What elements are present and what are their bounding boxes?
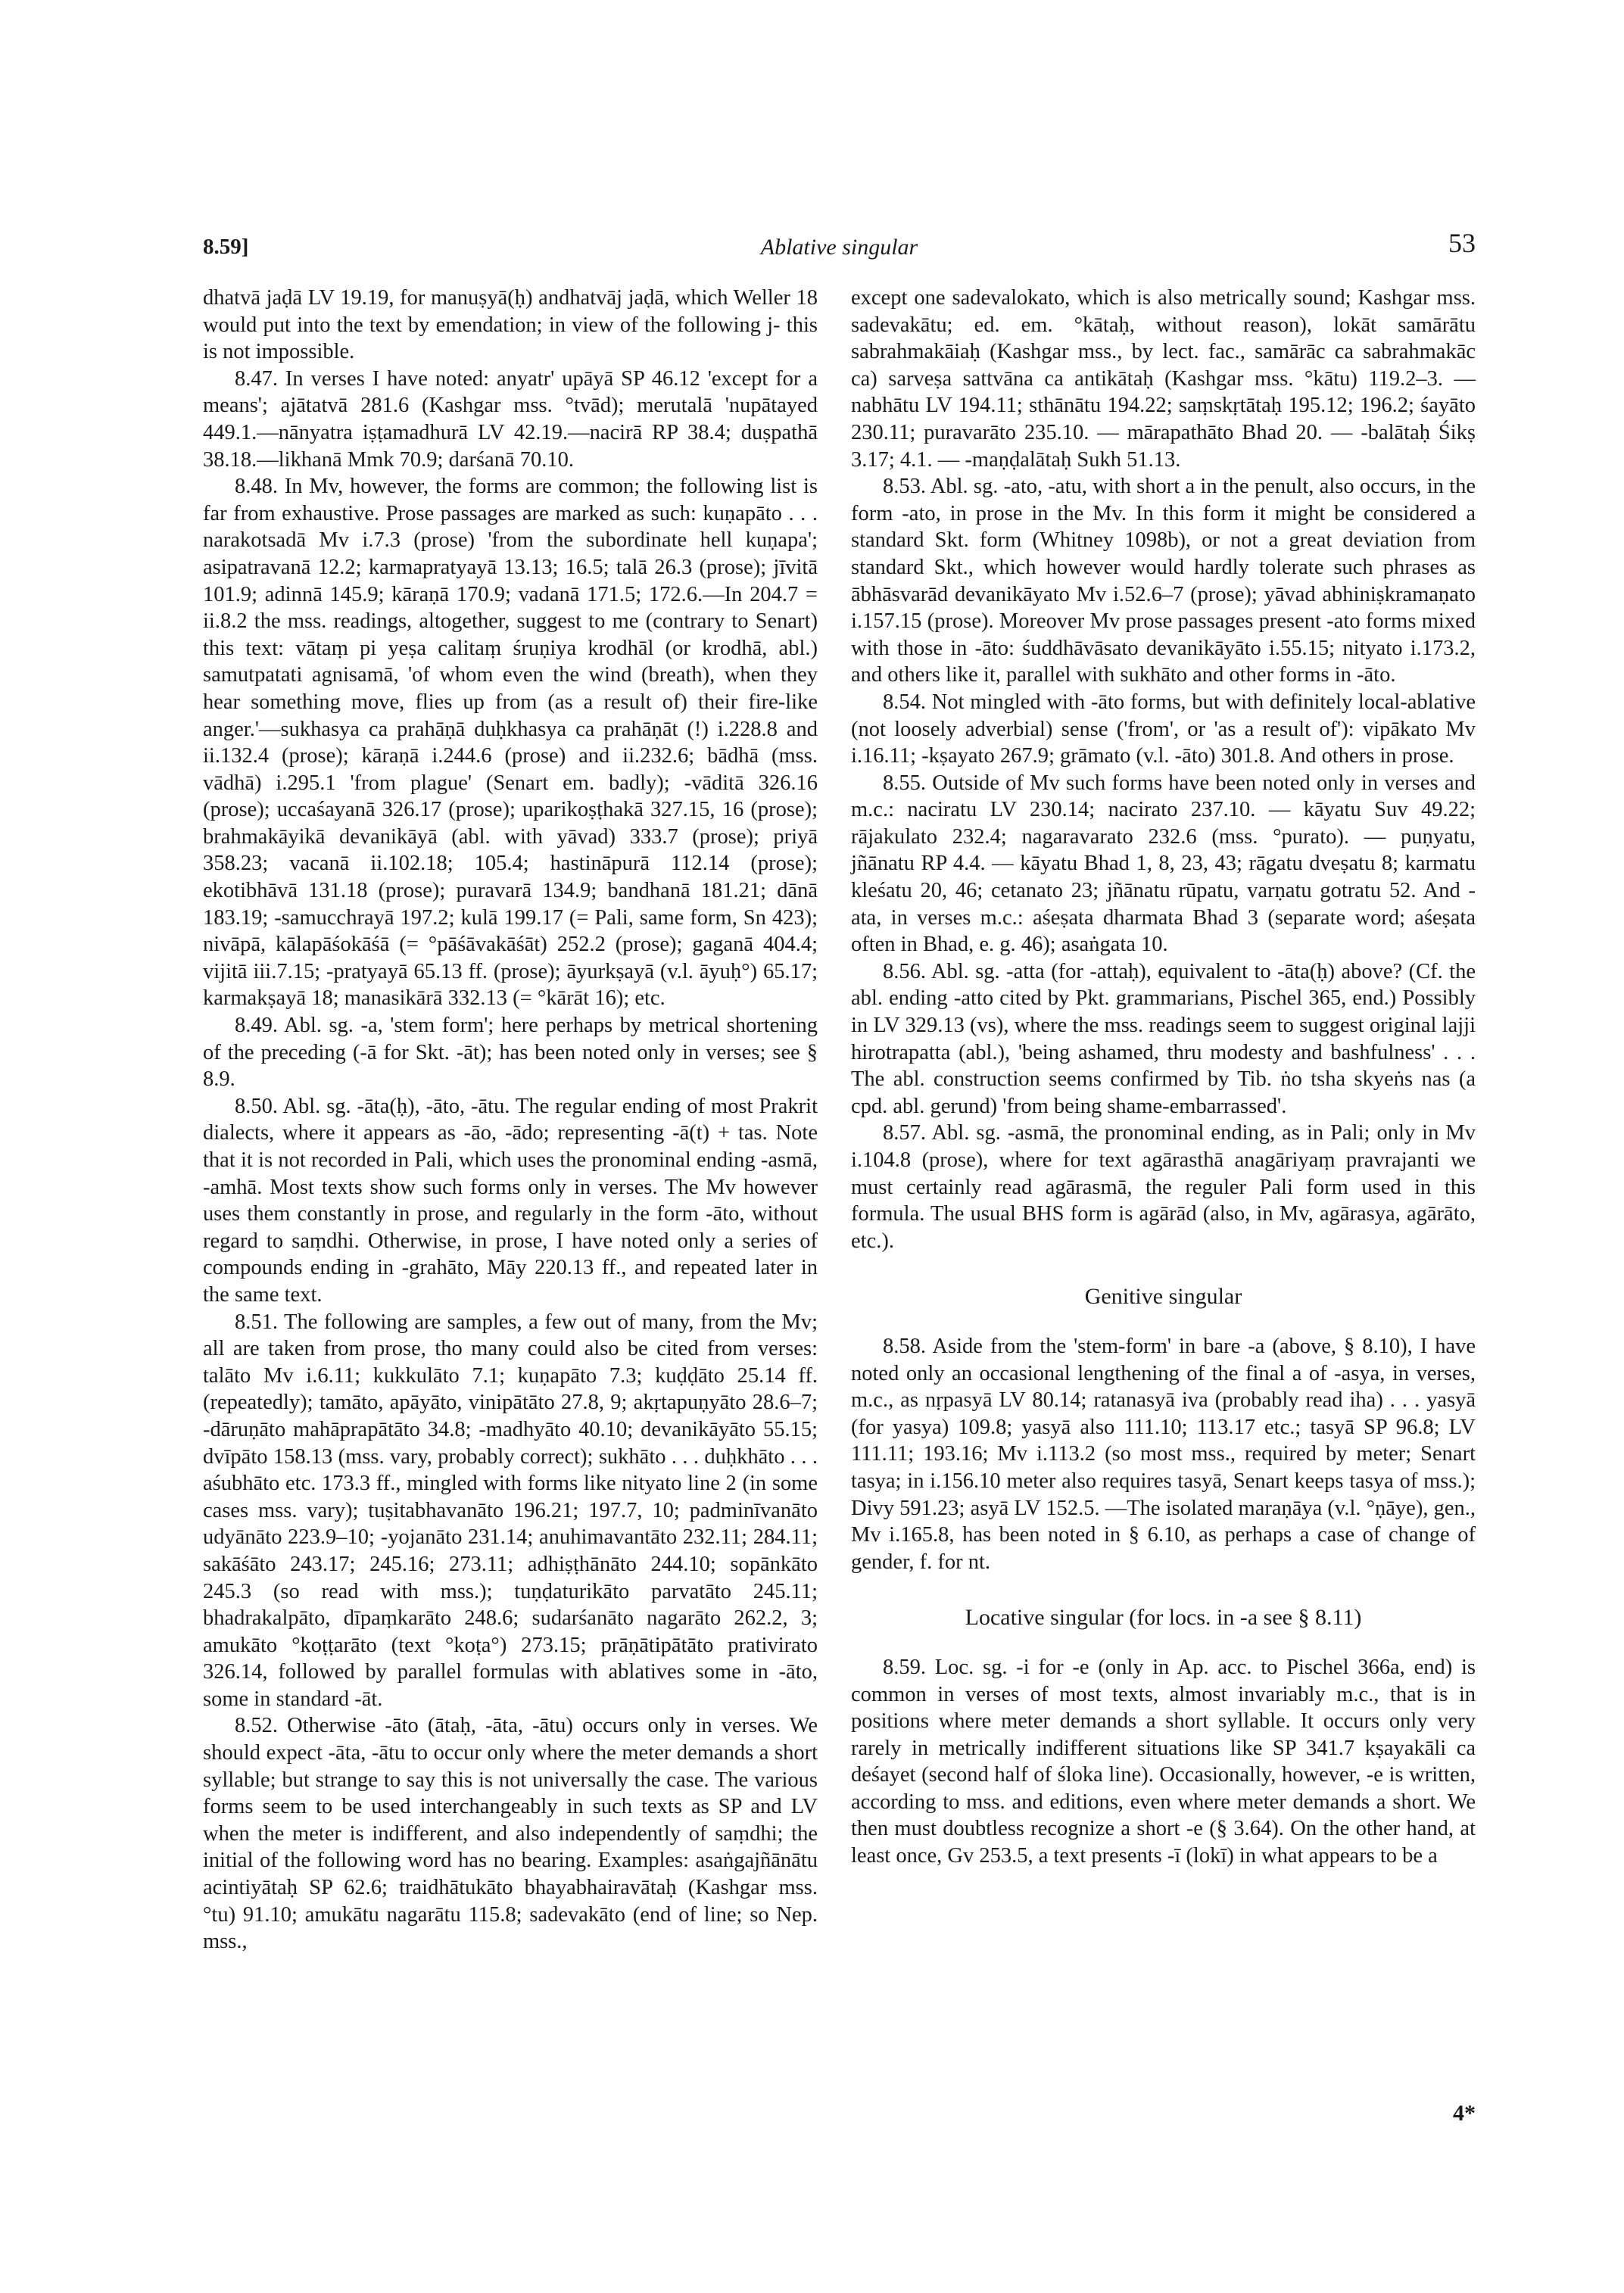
- signature-mark: 4*: [1453, 2101, 1476, 2126]
- paragraph-8-49: 8.49. Abl. sg. -a, 'stem form'; here perhaps by metrical shortening of the preceding (-ā for Skt. -āt); has been noted only in verses; see § 8.9.: [203, 1014, 818, 1092]
- left-column: [203, 285, 818, 1955]
- paragraph-8-57: 8.57. Abl. sg. -asmā, the pronominal ending, as in Pali; only in Mv i.104.8 (prose), where for text agārasthā anagāriyaṃ pravrajanti we must certainly read agārasmā, the reguler Pali form used in this formula. The usual BHS form is agārād (also, in Mv, agārasya, agārāto, etc.).: [851, 1121, 1476, 1253]
- paragraph-8-59: 8.59. Loc. sg. -i for -e (only in Ap. acc. to Pischel 366a, end) is common in verses of most texts, almost invariably m.c., that is in positions where meter demands a short syllable. It occurs only very rarely in metrically indifferent situations like SP 341.7 kṣayakāli ca deśayet (second half of śloka line). Occasionally, however, -e is written, according to mss. and editions, even where meter demands a short. We then must doubtless recognize a short -e (§ 3.64). On the other hand, at least once, Gv 253.5, a text presents -ī (lokī) in what appears to be a: [851, 1655, 1476, 1868]
- paragraph-8-50: 8.50. Abl. sg. -āta(ḥ), -āto, -ātu. The regular ending of most Prakrit dialects, where it appears as -āo, -ādo; representing -ā(t) + tas. Note that it is not recorded in Pali, which uses the pronominal ending -asmā, -amhā. Most texts show such forms only in verses. The Mv however uses them constantly in prose, and regularly in the form -āto, without regard to saṃdhi. Otherwise, in prose, I have noted only a series of compounds ending in -grahāto, Māy 220.13 ff., and repeated later in the same text.: [203, 1094, 818, 1307]
- running-head: [203, 227, 1476, 269]
- page-number: 53: [1448, 228, 1476, 258]
- paragraph-8-51: 8.51. The following are samples, a few out of many, from the Mv; all are taken from prose, tho many could also be cited from verses: talāto Mv i.6.11; kukkulāto 7.1; kuṇapāto 7.3; kuḍḍāto 25.14 ff. (repeatedly); tamāto, apāyāto, vinipātāto 27.8, 9; akṛtapuṇyāto 28.6–7; -dāruṇāto mahāprapātāto 34.8; -madhyāto 40.10; devanikāyāto 55.15; dvīpāto 158.13 (mss. vary, probably correct); sukhāto . . . duḥkhāto . . . aśubhāto etc. 173.3 ff., mingled with forms like nityato line 2 (in some cases mss. vary); tuṣitabhavanāto 196.21; 197.7, 10; padminīvanāto udyānāto 223.9–10; -yojanāto 231.14; anuhimavantāto 232.11; 284.11; sakāśāto 243.17; 245.16; 273.11; adhiṣṭhānāto 244.10; sopānkāto 245.3 (so read with mss.); tuṇḍaturikāto parvatāto 245.11; bhadrakalpāto, dīpaṃkarāto 248.6; sudarśanāto nagarāto 262.2, 3; amukāto °koṭṭarāto (text °koṭa°) 273.15; prāṇātipātāto prativirato 326.14, followed by parallel formulas with ablatives some in -āto, some in standard -āt.: [203, 1310, 818, 1711]
- right-column: [851, 285, 1476, 1870]
- paragraph-8-56: 8.56. Abl. sg. -atta (for -attaḥ), equivalent to -āta(ḥ) above? (Cf. the abl. ending -atto cited by Pkt. grammarians, Pischel 365, end.) Possibly in LV 329.13 (vs), where the mss. readings seem to suggest original lajji hirotrapatta (abl.), 'being ashamed, thru modesty and bashfulness' . . . The abl. construction seems confirmed by Tib. ṅo tsha skyeṅs nas (a cpd. abl. gerund) 'from being shame-embarrassed'.: [851, 959, 1476, 1118]
- paragraph-8-52: 8.52. Otherwise -āto (ātaḥ, -āta, -ātu) occurs only in verses. We should expect -āta, -ātu to occur only where the meter demands a short syllable; but strange to say this is not universally the case. The various forms seem to be used interchangeably in such texts as SP and LV when the meter is indifferent, and also independently of saṃdhi; the initial of the following word has no bearing. Examples: asaṅgajñānātu acintiyātaḥ SP 62.6; traidhātukāto bhayabhairavātaḥ (Kashgar mss. °tu) 91.10; amukātu nagarātu 115.8; sadevakāto (end of line; so Nep. mss.,: [203, 1714, 818, 1954]
- paragraph-8-55: 8.55. Outside of Mv such forms have been noted only in verses and m.c.: naciratu LV 230.14; nacirato 237.10. — kāyatu Suv 49.22; rājakulato 232.4; nagaravarato 232.6 (mss. °purato). — puṇyatu, jñānatu RP 4.4. — kāyatu Bhad 1, 8, 23, 43; rāgatu dveṣatu 8; karmatu kleśatu 20, 46; cetanato 23; jñānatu rūpatu, varṇatu gotratu 52. And -ata, in verses m.c.: aśeṣata dharmata Bhad 3 (separate word; aśeṣata often in Bhad, e. g. 46); asaṅgata 10.: [851, 771, 1476, 957]
- paragraph-continuation: dhatvā jaḍā LV 19.19, for manuṣyā(ḥ) andhatvāj jaḍā, which Weller 18 would put into the text by emendation; in view of the following j- this is not impossible.: [203, 286, 818, 364]
- paragraph-8-54: 8.54. Not mingled with -āto forms, but with definitely local-ablative (not loosely adverbial) sense ('from', or 'as a result of'): vipākato Mv i.16.11; -kṣayato 267.9; grāmato (v.l. -āto) 301.8. And others in prose.: [851, 690, 1476, 768]
- genitive-section-heading: Genitive singular: [1084, 1284, 1242, 1310]
- section-reference: 8.59]: [203, 235, 249, 259]
- paragraph-8-47: 8.47. In verses I have noted: anyatr' upāyā SP 46.12 'except for a means'; ajātatvā 281.6 (Kashgar mss. °tvād); merutalā 'nupātayed 449.1.—nānyatra iṣṭamadhurā LV 42.19.—nacirā RP 38.4; duṣpathā 38.18.—likhanā Mmk 70.9; darśanā 70.10.: [203, 366, 818, 472]
- paragraph-8-53: 8.53. Abl. sg. -ato, -atu, with short a in the penult, also occurs, in the form -ato, in prose in the Mv. In this form it might be considered a standard Skt. form (Whitney 1098b), or not a great deviation from standard Skt., which however would hardly tolerate such phrases as ābhāsvarād devanikāyato Mv i.52.6–7 (prose); yāvad abhiniṣkramaṇato i.157.15 (prose). Moreover Mv prose passages present -ato forms mixed with those in -āto: śuddhāvāsato devanikāyāto i.55.15; nityato i.173.2, and others like it, parallel with sukhāto and other forms in -āto.: [851, 475, 1476, 687]
- paragraph-8-58: 8.58. Aside from the 'stem-form' in bare -a (above, § 8.10), I have noted only an occasional lengthening of the final a of -asya, in verses, m.c., as nṛpasyā LV 80.14; ratanasyā iva (probably read iha) . . . yasyā (for yasya) 109.8; yasyā also 111.10; 113.17 etc.; tasyā SP 96.8; LV 111.11; 193.16; Mv i.113.2 (so most mss., required by meter; Senart tasya; in i.156.10 meter also requires tasyā, Senart keeps tasya of mss.); Divy 591.23; asyā LV 152.5. —The isolated maraṇāya (v.l. °ṇāye), gen., Mv i.165.8, has been noted in § 6.10, as perhaps a case of change of gender, f. for nt.: [851, 1334, 1476, 1574]
- locative-section-heading: Locative singular (for locs. in -a see § 8.11): [965, 1605, 1362, 1631]
- paragraph-continuation-right: except one sadevalokato, which is also metrically sound; Kashgar mss. sadevakātu; ed. em. °kātaḥ, without reason), lokāt samārātu sabrahmakāiaḥ (Kashgar mss., by lect. fac., samārāc ca sabrahmakāc ca) sarveṣa sattvāna ca antikātaḥ (Kashgar mss. °kātu) 119.2–3. — nabhātu LV 194.11; sthānātu 194.22; saṃskṛtātaḥ 195.12; 196.2; śayāto 230.11; puravarāto 235.10. — mārapathāto Bhad 20. — -balātaḥ Śikṣ 3.17; 4.1. — -maṇḍalātaḥ Sukh 51.13.: [851, 286, 1476, 472]
- paragraph-8-48: 8.48. In Mv, however, the forms are common; the following list is far from exhaustive. Prose passages are marked as such: kuṇapāto . . . narakotsadā Mv i.7.3 (prose) 'from the subordinate hell kuṇapa'; asipatravanā 12.2; karmapratyayā 13.13; 16.5; talā 26.3 (prose); jīvitā 101.9; adinnā 145.9; kāraṇā 170.9; vadanā 171.5; 172.6.—In 204.7 = ii.8.2 the mss. readings, altogether, suggest to me (contrary to Senart) this text: vātaṃ pi yeṣa calitaṃ śruṇiya krodhāl (or krodhā, abl.) samutpatati agnisamā, 'of whom even the wind (breath), when they hear something move, flies up from (as a result of) their fire-like anger.'—sukhasya ca prahāṇā duḥkhasya ca prahāṇāt (!) i.228.8 and ii.132.4 (prose); kāraṇā i.244.6 (prose) and ii.232.6; bādhā (mss. vādhā) i.295.1 'from plague' (Senart em. badly); -vāditā 326.16 (prose); uccaśayanā 326.17 (prose); uparikoṣṭhakā 327.15, 16 (prose); brahmakāyikā devanikāyā (abl. with yāvad) 333.7 (prose); priyā 358.23; vacanā ii.102.18; 105.4; hastināpurā 112.14 (prose); ekotibhāvā 131.18 (prose); puravarā 134.9; bandhanā 181.21; dānā 183.19; -samucchrayā 197.2; kulā 199.17 (= Pali, same form, Sn 423); nivāpā, kālapāśokāśā (= °pāśāvakāśāt) 252.2 (prose); gaganā 404.4; vijitā iii.7.15; -pratyayā 65.13 ff. (prose); āyurkṣayā (v.l. āyuḥ°) 65.17; karmakṣayā 18; manasikārā 332.13 (= °kārāt 16); etc.: [203, 475, 818, 1011]
- running-title: Ablative singular: [760, 235, 918, 260]
